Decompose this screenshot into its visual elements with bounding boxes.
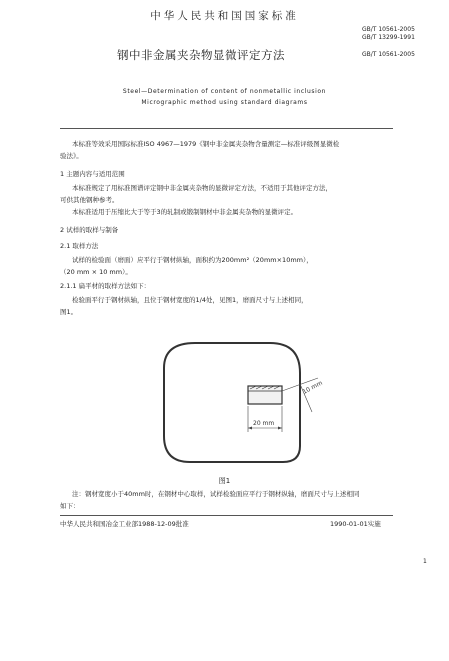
section-2-1-heading: 2.1 取样方法 (60, 242, 99, 250)
footer-rule (60, 515, 393, 516)
figure-note-line: 注：钢材宽度小于40mm时，在钢材中心取样，试样检验面应平行于钢材纵轴，磨面尺寸与上述相同 (72, 490, 360, 498)
intro-paragraph-line: 本标准等效采用国际标准ISO 4967—1979《钢中非金属夹杂物含量测定—标准评级图显微检 (72, 140, 340, 148)
section-2-1-1-paragraph-line: 图1。 (60, 308, 78, 316)
section-1-paragraph-line: 可供其他钢种参考。 (60, 196, 119, 204)
english-title-line-1: Steel—Determination of content of nonmetallic inclusion (122, 88, 327, 95)
dimension-offset-label: 10 mm (301, 379, 324, 396)
document-title: 钢中非金属夹杂物显微评定方法 (117, 48, 285, 62)
section-2-heading: 2 试样的取样与制备 (60, 226, 119, 234)
section-2-1-paragraph-line: （20 mm × 10 mm）。 (60, 268, 132, 276)
dimension-arrow (248, 427, 252, 430)
dimension-width-label: 20 mm (253, 420, 275, 427)
intro-paragraph-line: 验法》。 (60, 152, 83, 160)
standard-code: GB/T 10561-2005 (362, 26, 415, 33)
section-1-heading: 1 主题内容与适用范围 (60, 170, 125, 178)
effective-date-line: 1990-01-01实施 (330, 520, 381, 528)
english-title-line-2: Micrographic method using standard diagrams (141, 99, 308, 106)
figure-note-line: 如下： (60, 502, 80, 510)
section-2-1-paragraph-line: 试样的检验面（磨面）应平行于钢材纵轴，面积约为200mm²（20mm×10mm）， (72, 256, 313, 264)
section-2-1-1-heading: 2.1.1 扁平材的取样方法如下： (60, 282, 151, 290)
section-1-paragraph-line: 本标准规定了用标准图谱评定钢中非金属夹杂物的显微评定方法，不适用于其他评定方法， (72, 184, 332, 192)
dimension-arrow (278, 427, 282, 430)
national-standard-heading: 中华人民共和国国家标准 (150, 10, 299, 22)
section-2-1-1-paragraph-line: 检验面平行于钢材纵轴，且位于钢材宽度的1/4处，见图1，磨面尺寸与上述相同， (72, 296, 308, 304)
main-standard-code: GB/T 10561-2005 (362, 51, 415, 58)
sample-block (248, 386, 282, 404)
page-number: 1 (423, 558, 427, 565)
section-1-paragraph-line: 本标准适用于压缩比大于等于3的轧制或锻制钢材中非金属夹杂物的显微评定。 (72, 208, 298, 216)
approval-line: 中华人民共和国冶金工业部1988-12-09批准 (60, 520, 189, 528)
standard-code: GB/T 13299-1991 (362, 34, 415, 41)
figure-caption: 图1 (218, 477, 231, 485)
